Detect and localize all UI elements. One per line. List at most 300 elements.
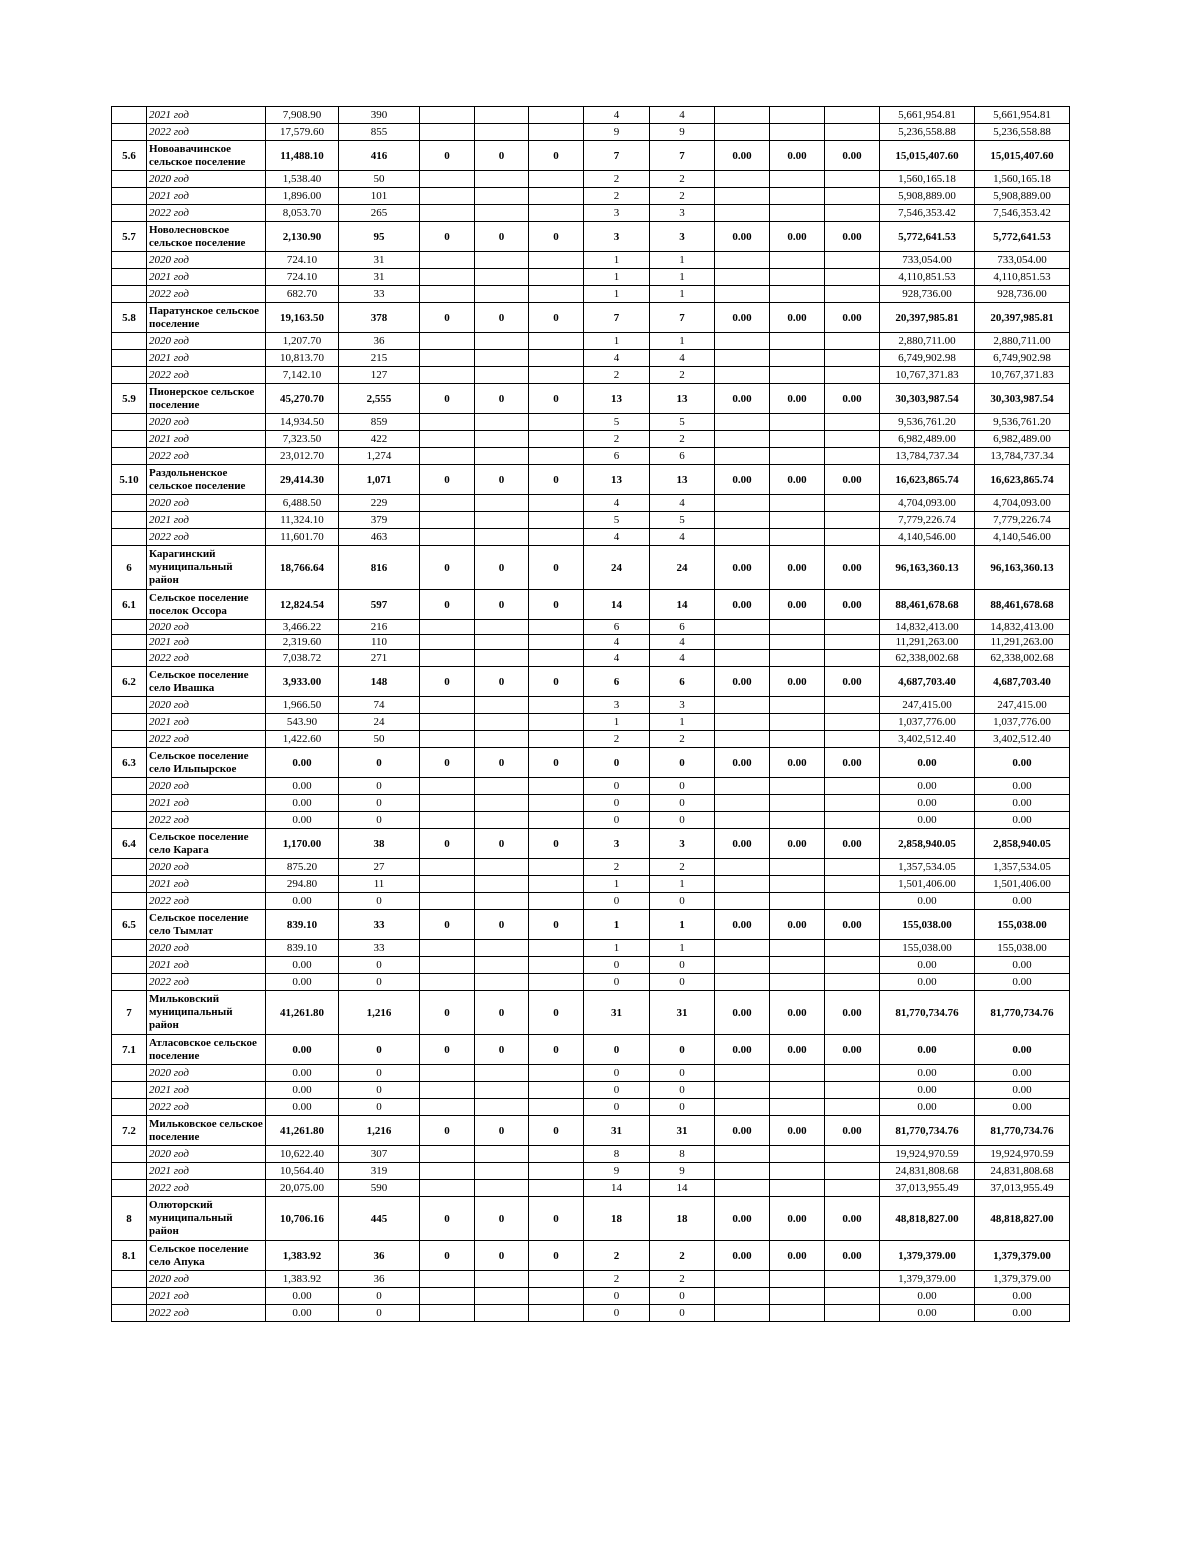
value-cell-col-1: 17,579.60 — [266, 124, 339, 141]
value-cell-col-2: 463 — [339, 529, 420, 546]
value-cell-col-9 — [770, 124, 825, 141]
value-cell-col-11: 0.00 — [880, 957, 975, 974]
value-cell-col-10 — [825, 367, 880, 384]
value-cell-col-8 — [715, 367, 770, 384]
value-cell-col-6: 5 — [584, 414, 650, 431]
value-cell-col-6: 24 — [584, 546, 650, 590]
value-cell-col-3 — [420, 529, 475, 546]
year-row — [112, 286, 1070, 303]
value-cell-col-2: 855 — [339, 124, 420, 141]
value-cell-col-10: 0.00 — [825, 1035, 880, 1065]
value-cell-col-2: 31 — [339, 269, 420, 286]
value-cell-col-3 — [420, 431, 475, 448]
year-row — [112, 940, 1070, 957]
value-cell-col-8 — [715, 1146, 770, 1163]
value-cell-col-11: 1,501,406.00 — [880, 876, 975, 893]
value-cell-col-6: 0 — [584, 795, 650, 812]
value-cell-col-10 — [825, 650, 880, 667]
value-cell-col-3 — [420, 107, 475, 124]
year-label-cell: 2021 год — [147, 512, 266, 529]
value-cell-col-8 — [715, 1099, 770, 1116]
value-cell-col-10: 0.00 — [825, 303, 880, 333]
value-cell-col-8 — [715, 957, 770, 974]
value-cell-col-12: 0.00 — [975, 812, 1070, 829]
value-cell-col-11: 0.00 — [880, 1035, 975, 1065]
year-label-cell: 2021 год — [147, 957, 266, 974]
row-number-cell — [112, 795, 147, 812]
value-cell-col-5: 0 — [529, 667, 584, 697]
value-cell-col-12: 3,402,512.40 — [975, 731, 1070, 748]
value-cell-col-3: 0 — [420, 465, 475, 495]
value-cell-col-8 — [715, 731, 770, 748]
value-cell-col-2: 1,216 — [339, 991, 420, 1035]
value-cell-col-1: 1,170.00 — [266, 829, 339, 859]
value-cell-col-12: 2,880,711.00 — [975, 333, 1070, 350]
value-cell-col-3 — [420, 367, 475, 384]
year-label-cell: 2021 год — [147, 1288, 266, 1305]
group-row — [112, 546, 1070, 590]
year-row — [112, 495, 1070, 512]
value-cell-col-4 — [475, 795, 529, 812]
value-cell-col-3: 0 — [420, 667, 475, 697]
value-cell-col-11: 0.00 — [880, 1082, 975, 1099]
value-cell-col-11: 7,779,226.74 — [880, 512, 975, 529]
value-cell-col-12: 928,736.00 — [975, 286, 1070, 303]
value-cell-col-2: 0 — [339, 1035, 420, 1065]
value-cell-col-8 — [715, 252, 770, 269]
year-label-cell: 2022 год — [147, 1180, 266, 1197]
value-cell-col-5 — [529, 367, 584, 384]
value-cell-col-2: 36 — [339, 333, 420, 350]
value-cell-col-1: 3,466.22 — [266, 620, 339, 635]
value-cell-col-1: 0.00 — [266, 974, 339, 991]
value-cell-col-10 — [825, 620, 880, 635]
value-cell-col-4: 0 — [475, 465, 529, 495]
value-cell-col-5 — [529, 495, 584, 512]
value-cell-col-4 — [475, 512, 529, 529]
value-cell-col-9 — [770, 859, 825, 876]
year-label-cell: 2020 год — [147, 859, 266, 876]
value-cell-col-11: 0.00 — [880, 795, 975, 812]
value-cell-col-10: 0.00 — [825, 667, 880, 697]
value-cell-col-7: 24 — [650, 546, 715, 590]
value-cell-col-4 — [475, 1305, 529, 1322]
value-cell-col-9 — [770, 620, 825, 635]
value-cell-col-11: 2,880,711.00 — [880, 333, 975, 350]
value-cell-col-9 — [770, 1305, 825, 1322]
value-cell-col-7: 4 — [650, 350, 715, 367]
value-cell-col-4 — [475, 620, 529, 635]
value-cell-col-12: 16,623,865.74 — [975, 465, 1070, 495]
row-number-cell — [112, 957, 147, 974]
value-cell-col-7: 4 — [650, 107, 715, 124]
year-row — [112, 620, 1070, 635]
value-cell-col-7: 0 — [650, 893, 715, 910]
value-cell-col-1: 1,966.50 — [266, 697, 339, 714]
settlement-name-cell: Мильковское сельское поселение — [147, 1116, 266, 1146]
value-cell-col-2: 0 — [339, 1099, 420, 1116]
value-cell-col-11: 0.00 — [880, 812, 975, 829]
value-cell-col-7: 2 — [650, 731, 715, 748]
value-cell-col-6: 3 — [584, 222, 650, 252]
value-cell-col-7: 0 — [650, 1305, 715, 1322]
value-cell-col-8: 0.00 — [715, 546, 770, 590]
value-cell-col-11: 2,858,940.05 — [880, 829, 975, 859]
value-cell-col-9: 0.00 — [770, 1197, 825, 1241]
year-label-cell: 2022 год — [147, 731, 266, 748]
value-cell-col-9: 0.00 — [770, 667, 825, 697]
value-cell-col-8 — [715, 876, 770, 893]
value-cell-col-2: 1,216 — [339, 1116, 420, 1146]
value-cell-col-12: 11,291,263.00 — [975, 635, 1070, 650]
value-cell-col-6: 0 — [584, 1035, 650, 1065]
value-cell-col-3 — [420, 1099, 475, 1116]
value-cell-col-10 — [825, 1099, 880, 1116]
row-number-cell: 8 — [112, 1197, 147, 1241]
year-row — [112, 269, 1070, 286]
value-cell-col-10 — [825, 940, 880, 957]
row-number-cell: 6.5 — [112, 910, 147, 940]
year-label-cell: 2021 год — [147, 1082, 266, 1099]
value-cell-col-7: 2 — [650, 1271, 715, 1288]
row-number-cell — [112, 205, 147, 222]
value-cell-col-3 — [420, 269, 475, 286]
value-cell-col-2: 0 — [339, 893, 420, 910]
value-cell-col-2: 0 — [339, 748, 420, 778]
value-cell-col-1: 20,075.00 — [266, 1180, 339, 1197]
row-number-cell — [112, 859, 147, 876]
value-cell-col-9 — [770, 448, 825, 465]
value-cell-col-9 — [770, 876, 825, 893]
value-cell-col-8 — [715, 940, 770, 957]
value-cell-col-9 — [770, 1146, 825, 1163]
value-cell-col-2: 0 — [339, 778, 420, 795]
value-cell-col-11: 4,687,703.40 — [880, 667, 975, 697]
value-cell-col-2: 0 — [339, 957, 420, 974]
value-cell-col-7: 1 — [650, 252, 715, 269]
value-cell-col-8 — [715, 859, 770, 876]
value-cell-col-10 — [825, 269, 880, 286]
value-cell-col-8 — [715, 333, 770, 350]
value-cell-col-4 — [475, 448, 529, 465]
value-cell-col-1: 7,323.50 — [266, 431, 339, 448]
year-label-cell: 2021 год — [147, 107, 266, 124]
year-row — [112, 893, 1070, 910]
value-cell-col-12: 0.00 — [975, 893, 1070, 910]
value-cell-col-8: 0.00 — [715, 1197, 770, 1241]
value-cell-col-7: 2 — [650, 1241, 715, 1271]
row-number-cell — [112, 635, 147, 650]
value-cell-col-5 — [529, 620, 584, 635]
year-label-cell: 2021 год — [147, 350, 266, 367]
year-row — [112, 714, 1070, 731]
value-cell-col-11: 0.00 — [880, 974, 975, 991]
value-cell-col-4: 0 — [475, 590, 529, 620]
year-label-cell: 2022 год — [147, 448, 266, 465]
value-cell-col-10 — [825, 1163, 880, 1180]
value-cell-col-12: 4,687,703.40 — [975, 667, 1070, 697]
value-cell-col-4 — [475, 812, 529, 829]
value-cell-col-4 — [475, 269, 529, 286]
value-cell-col-7: 5 — [650, 512, 715, 529]
value-cell-col-5 — [529, 414, 584, 431]
value-cell-col-10 — [825, 1180, 880, 1197]
value-cell-col-1: 10,564.40 — [266, 1163, 339, 1180]
value-cell-col-6: 0 — [584, 1099, 650, 1116]
value-cell-col-3 — [420, 1065, 475, 1082]
value-cell-col-6: 2 — [584, 188, 650, 205]
value-cell-col-6: 8 — [584, 1146, 650, 1163]
year-label-cell: 2021 год — [147, 795, 266, 812]
value-cell-col-11: 10,767,371.83 — [880, 367, 975, 384]
row-number-cell: 7.1 — [112, 1035, 147, 1065]
value-cell-col-3 — [420, 940, 475, 957]
value-cell-col-5 — [529, 1065, 584, 1082]
value-cell-col-2: 319 — [339, 1163, 420, 1180]
value-cell-col-6: 2 — [584, 1241, 650, 1271]
value-cell-col-5 — [529, 269, 584, 286]
year-label-cell: 2020 год — [147, 940, 266, 957]
value-cell-col-2: 816 — [339, 546, 420, 590]
value-cell-col-7: 31 — [650, 1116, 715, 1146]
value-cell-col-1: 724.10 — [266, 269, 339, 286]
value-cell-col-6: 1 — [584, 333, 650, 350]
value-cell-col-9 — [770, 812, 825, 829]
value-cell-col-6: 4 — [584, 495, 650, 512]
year-row — [112, 1271, 1070, 1288]
value-cell-col-8 — [715, 448, 770, 465]
value-cell-col-2: 24 — [339, 714, 420, 731]
year-label-cell: 2020 год — [147, 414, 266, 431]
group-row — [112, 1241, 1070, 1271]
value-cell-col-6: 1 — [584, 714, 650, 731]
value-cell-col-9: 0.00 — [770, 590, 825, 620]
value-cell-col-11: 37,013,955.49 — [880, 1180, 975, 1197]
value-cell-col-5 — [529, 778, 584, 795]
value-cell-col-6: 2 — [584, 1271, 650, 1288]
value-cell-col-2: 271 — [339, 650, 420, 667]
group-row — [112, 303, 1070, 333]
value-cell-col-12: 5,908,889.00 — [975, 188, 1070, 205]
value-cell-col-7: 1 — [650, 333, 715, 350]
group-row — [112, 1116, 1070, 1146]
year-label-cell: 2022 год — [147, 974, 266, 991]
value-cell-col-8: 0.00 — [715, 991, 770, 1035]
value-cell-col-8 — [715, 171, 770, 188]
value-cell-col-8 — [715, 697, 770, 714]
value-cell-col-4 — [475, 650, 529, 667]
value-cell-col-8 — [715, 269, 770, 286]
value-cell-col-5: 0 — [529, 141, 584, 171]
value-cell-col-4: 0 — [475, 141, 529, 171]
value-cell-col-12: 88,461,678.68 — [975, 590, 1070, 620]
row-number-cell — [112, 893, 147, 910]
value-cell-col-2: 36 — [339, 1241, 420, 1271]
value-cell-col-10 — [825, 171, 880, 188]
year-label-cell: 2020 год — [147, 495, 266, 512]
value-cell-col-8 — [715, 1180, 770, 1197]
value-cell-col-8 — [715, 635, 770, 650]
value-cell-col-10 — [825, 350, 880, 367]
value-cell-col-4 — [475, 286, 529, 303]
value-cell-col-6: 0 — [584, 1082, 650, 1099]
value-cell-col-7: 0 — [650, 778, 715, 795]
row-number-cell — [112, 1099, 147, 1116]
row-number-cell — [112, 876, 147, 893]
value-cell-col-12: 0.00 — [975, 1099, 1070, 1116]
value-cell-col-1: 19,163.50 — [266, 303, 339, 333]
value-cell-col-3: 0 — [420, 991, 475, 1035]
value-cell-col-12: 1,037,776.00 — [975, 714, 1070, 731]
value-cell-col-4: 0 — [475, 546, 529, 590]
row-number-cell — [112, 512, 147, 529]
year-row — [112, 414, 1070, 431]
value-cell-col-9: 0.00 — [770, 1035, 825, 1065]
value-cell-col-4 — [475, 124, 529, 141]
value-cell-col-3: 0 — [420, 384, 475, 414]
value-cell-col-6: 7 — [584, 141, 650, 171]
value-cell-col-8: 0.00 — [715, 141, 770, 171]
row-number-cell — [112, 269, 147, 286]
value-cell-col-8: 0.00 — [715, 465, 770, 495]
value-cell-col-4 — [475, 1146, 529, 1163]
value-cell-col-8 — [715, 893, 770, 910]
year-label-cell: 2021 год — [147, 635, 266, 650]
value-cell-col-9: 0.00 — [770, 910, 825, 940]
value-cell-col-6: 9 — [584, 1163, 650, 1180]
row-number-cell — [112, 107, 147, 124]
value-cell-col-3 — [420, 974, 475, 991]
row-number-cell: 6.2 — [112, 667, 147, 697]
value-cell-col-9 — [770, 431, 825, 448]
value-cell-col-4 — [475, 893, 529, 910]
value-cell-col-10 — [825, 812, 880, 829]
value-cell-col-12: 13,784,737.34 — [975, 448, 1070, 465]
value-cell-col-3: 0 — [420, 910, 475, 940]
year-label-cell: 2020 год — [147, 1146, 266, 1163]
value-cell-col-4 — [475, 188, 529, 205]
value-cell-col-7: 4 — [650, 635, 715, 650]
value-cell-col-4 — [475, 731, 529, 748]
value-cell-col-11: 20,397,985.81 — [880, 303, 975, 333]
value-cell-col-3 — [420, 650, 475, 667]
value-cell-col-3 — [420, 620, 475, 635]
value-cell-col-5: 0 — [529, 222, 584, 252]
value-cell-col-5 — [529, 714, 584, 731]
year-row — [112, 252, 1070, 269]
value-cell-col-4: 0 — [475, 1197, 529, 1241]
value-cell-col-7: 0 — [650, 957, 715, 974]
year-row — [112, 876, 1070, 893]
value-cell-col-1: 0.00 — [266, 893, 339, 910]
value-cell-col-2: 50 — [339, 731, 420, 748]
value-cell-col-9 — [770, 635, 825, 650]
value-cell-col-11: 6,982,489.00 — [880, 431, 975, 448]
value-cell-col-1: 839.10 — [266, 910, 339, 940]
value-cell-col-1: 1,896.00 — [266, 188, 339, 205]
value-cell-col-11: 5,908,889.00 — [880, 188, 975, 205]
value-cell-col-2: 148 — [339, 667, 420, 697]
value-cell-col-11: 0.00 — [880, 1305, 975, 1322]
value-cell-col-3 — [420, 414, 475, 431]
value-cell-col-1: 0.00 — [266, 748, 339, 778]
value-cell-col-6: 1 — [584, 876, 650, 893]
settlement-name-cell: Сельское поселение село Тымлат — [147, 910, 266, 940]
value-cell-col-2: 36 — [339, 1271, 420, 1288]
value-cell-col-10 — [825, 512, 880, 529]
value-cell-col-6: 4 — [584, 635, 650, 650]
year-row — [112, 957, 1070, 974]
group-row — [112, 141, 1070, 171]
value-cell-col-3 — [420, 778, 475, 795]
value-cell-col-10: 0.00 — [825, 1116, 880, 1146]
value-cell-col-1: 0.00 — [266, 778, 339, 795]
value-cell-col-11: 733,054.00 — [880, 252, 975, 269]
value-cell-col-9 — [770, 778, 825, 795]
value-cell-col-8 — [715, 714, 770, 731]
value-cell-col-12: 20,397,985.81 — [975, 303, 1070, 333]
value-cell-col-2: 1,071 — [339, 465, 420, 495]
value-cell-col-7: 4 — [650, 650, 715, 667]
value-cell-col-5 — [529, 876, 584, 893]
value-cell-col-3 — [420, 893, 475, 910]
value-cell-col-4: 0 — [475, 1241, 529, 1271]
value-cell-col-7: 2 — [650, 431, 715, 448]
settlement-name-cell: Новоавачинское сельское поселение — [147, 141, 266, 171]
value-cell-col-3: 0 — [420, 546, 475, 590]
value-cell-col-4: 0 — [475, 667, 529, 697]
value-cell-col-3 — [420, 124, 475, 141]
value-cell-col-4 — [475, 431, 529, 448]
value-cell-col-5 — [529, 286, 584, 303]
row-number-cell — [112, 124, 147, 141]
settlement-name-cell: Раздольненское сельское поселение — [147, 465, 266, 495]
value-cell-col-1: 10,813.70 — [266, 350, 339, 367]
value-cell-col-10 — [825, 731, 880, 748]
value-cell-col-8 — [715, 1065, 770, 1082]
value-cell-col-6: 9 — [584, 124, 650, 141]
value-cell-col-7: 0 — [650, 1288, 715, 1305]
value-cell-col-7: 9 — [650, 1163, 715, 1180]
year-label-cell: 2022 год — [147, 205, 266, 222]
value-cell-col-6: 6 — [584, 620, 650, 635]
row-number-cell: 6.1 — [112, 590, 147, 620]
row-number-cell — [112, 1271, 147, 1288]
value-cell-col-7: 5 — [650, 414, 715, 431]
value-cell-col-7: 2 — [650, 188, 715, 205]
value-cell-col-12: 0.00 — [975, 1082, 1070, 1099]
value-cell-col-4 — [475, 974, 529, 991]
value-cell-col-10: 0.00 — [825, 222, 880, 252]
row-number-cell: 7.2 — [112, 1116, 147, 1146]
value-cell-col-2: 2,555 — [339, 384, 420, 414]
value-cell-col-11: 16,623,865.74 — [880, 465, 975, 495]
value-cell-col-7: 6 — [650, 667, 715, 697]
value-cell-col-3 — [420, 286, 475, 303]
value-cell-col-8 — [715, 529, 770, 546]
value-cell-col-6: 6 — [584, 667, 650, 697]
value-cell-col-1: 0.00 — [266, 1305, 339, 1322]
value-cell-col-11: 1,560,165.18 — [880, 171, 975, 188]
value-cell-col-5 — [529, 697, 584, 714]
value-cell-col-12: 81,770,734.76 — [975, 1116, 1070, 1146]
value-cell-col-8 — [715, 431, 770, 448]
year-row — [112, 529, 1070, 546]
value-cell-col-2: 307 — [339, 1146, 420, 1163]
value-cell-col-7: 1 — [650, 714, 715, 731]
value-cell-col-12: 1,379,379.00 — [975, 1241, 1070, 1271]
settlement-name-cell: Сельское поселение село Ильпырское — [147, 748, 266, 778]
